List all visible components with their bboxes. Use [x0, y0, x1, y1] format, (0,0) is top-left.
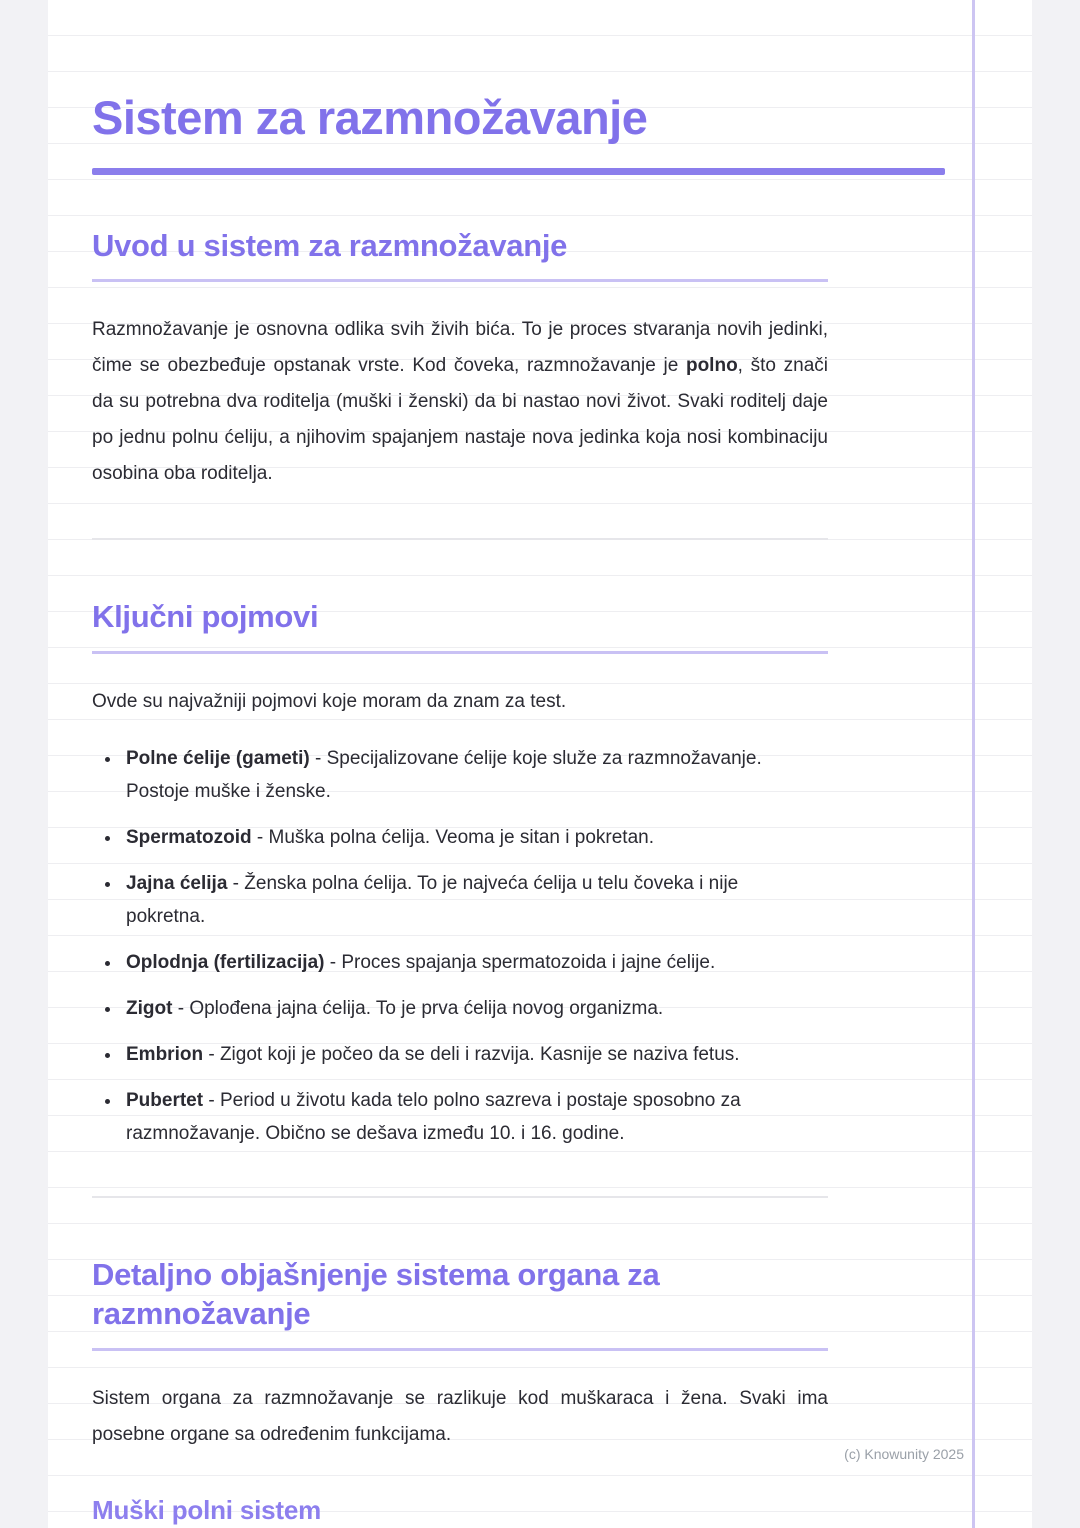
- key-terms-intro: Ovde su najvažniji pojmovi koje moram da znam za test.: [92, 691, 567, 713]
- list-item: [122, 821, 812, 854]
- section-key-terms: [92, 598, 828, 1150]
- list-item: [122, 867, 812, 933]
- term-label: Zigot: [126, 998, 173, 1020]
- term-desc: - Specijalizovane ćelije koje služe za razmnožavanje. Postoje muške i ženske.: [126, 748, 762, 803]
- page-title: Sistem za razmnožavanje: [92, 91, 648, 144]
- term-label: Oplodnja (fertilizacija): [126, 952, 325, 974]
- details-paragraph: Sistem organa za razmnožavanje se razlikuje kod muškaraca i žena. Svaki ima posebne organe sa određenim funkcijama.: [92, 1387, 828, 1445]
- section-intro-heading: Uvod u sistem za razmnožavanje: [92, 227, 568, 263]
- list-item: [122, 992, 812, 1025]
- term-desc: - Muška polna ćelija. Veoma je sitan i pokretan.: [251, 827, 655, 849]
- term-label: Polne ćelije (gameti): [126, 748, 310, 770]
- section-intro: [92, 227, 828, 493]
- accent-vertical-line: [972, 0, 975, 1528]
- term-desc: - Zigot koji je počeo da se deli i razvija. Kasnije se naziva fetus.: [203, 1044, 740, 1066]
- list-item: [122, 946, 812, 979]
- title-underline: [92, 168, 945, 175]
- section-intro-underline: [92, 279, 828, 282]
- term-label: Spermatozoid: [126, 827, 252, 849]
- list-item: [122, 1084, 812, 1150]
- intro-paragraph-bold: polno: [685, 355, 738, 377]
- term-desc: - Oplođena jajna ćelija. To je prva ćelija novog organizma.: [172, 998, 664, 1020]
- intro-paragraph-before: Razmnožavanje je osnovna odlika svih živih bića. To je proces stvaranja novih jedinki, čime se obezbeđuje opstanak vrste. Kod čoveka, razmnožavanje je: [92, 319, 828, 377]
- intro-paragraph: [92, 312, 828, 492]
- term-label: Jajna ćelija: [126, 873, 228, 895]
- details-heading: Detaljno objašnjenje sistema organa za razmnožavanje: [92, 1257, 660, 1331]
- section-details: [92, 1256, 828, 1526]
- details-subheading: Muški polni sistem: [92, 1494, 322, 1525]
- key-terms-heading: Ključni pojmovi: [92, 599, 319, 635]
- intro-paragraph-after: , što znači da su potrebna dva roditelja (muški i ženski) da bi nastao novi život. Svaki roditelj daje po jednu polnu ćeliju, a njihovim spajanjem nastaje nova jedinka koja nosi kombinaciju osobina oba roditelja.: [92, 355, 828, 485]
- term-label: Embrion: [126, 1044, 204, 1066]
- key-terms-list: [92, 742, 812, 1150]
- term-desc: - Ženska polna ćelija. To je najveća ćelija u telu čoveka i nije pokretna.: [126, 873, 739, 928]
- watermark: (c) Knowunity 2025: [844, 1446, 964, 1462]
- term-desc: - Proces spajanja spermatozoida i jajne ćelije.: [324, 952, 716, 974]
- key-terms-underline: [92, 651, 828, 654]
- document-page: [48, 0, 1032, 1528]
- term-label: Pubertet: [126, 1090, 204, 1112]
- section-divider: [92, 1196, 828, 1198]
- list-item: [122, 742, 812, 808]
- section-divider: [92, 538, 828, 540]
- details-underline: [92, 1348, 828, 1351]
- page-content: [48, 0, 828, 1526]
- list-item: [122, 1038, 812, 1071]
- term-desc: - Period u životu kada telo polno sazreva i postaje sposobno za razmnožavanje. Obično se dešava između 10. i 16. godine.: [126, 1090, 741, 1145]
